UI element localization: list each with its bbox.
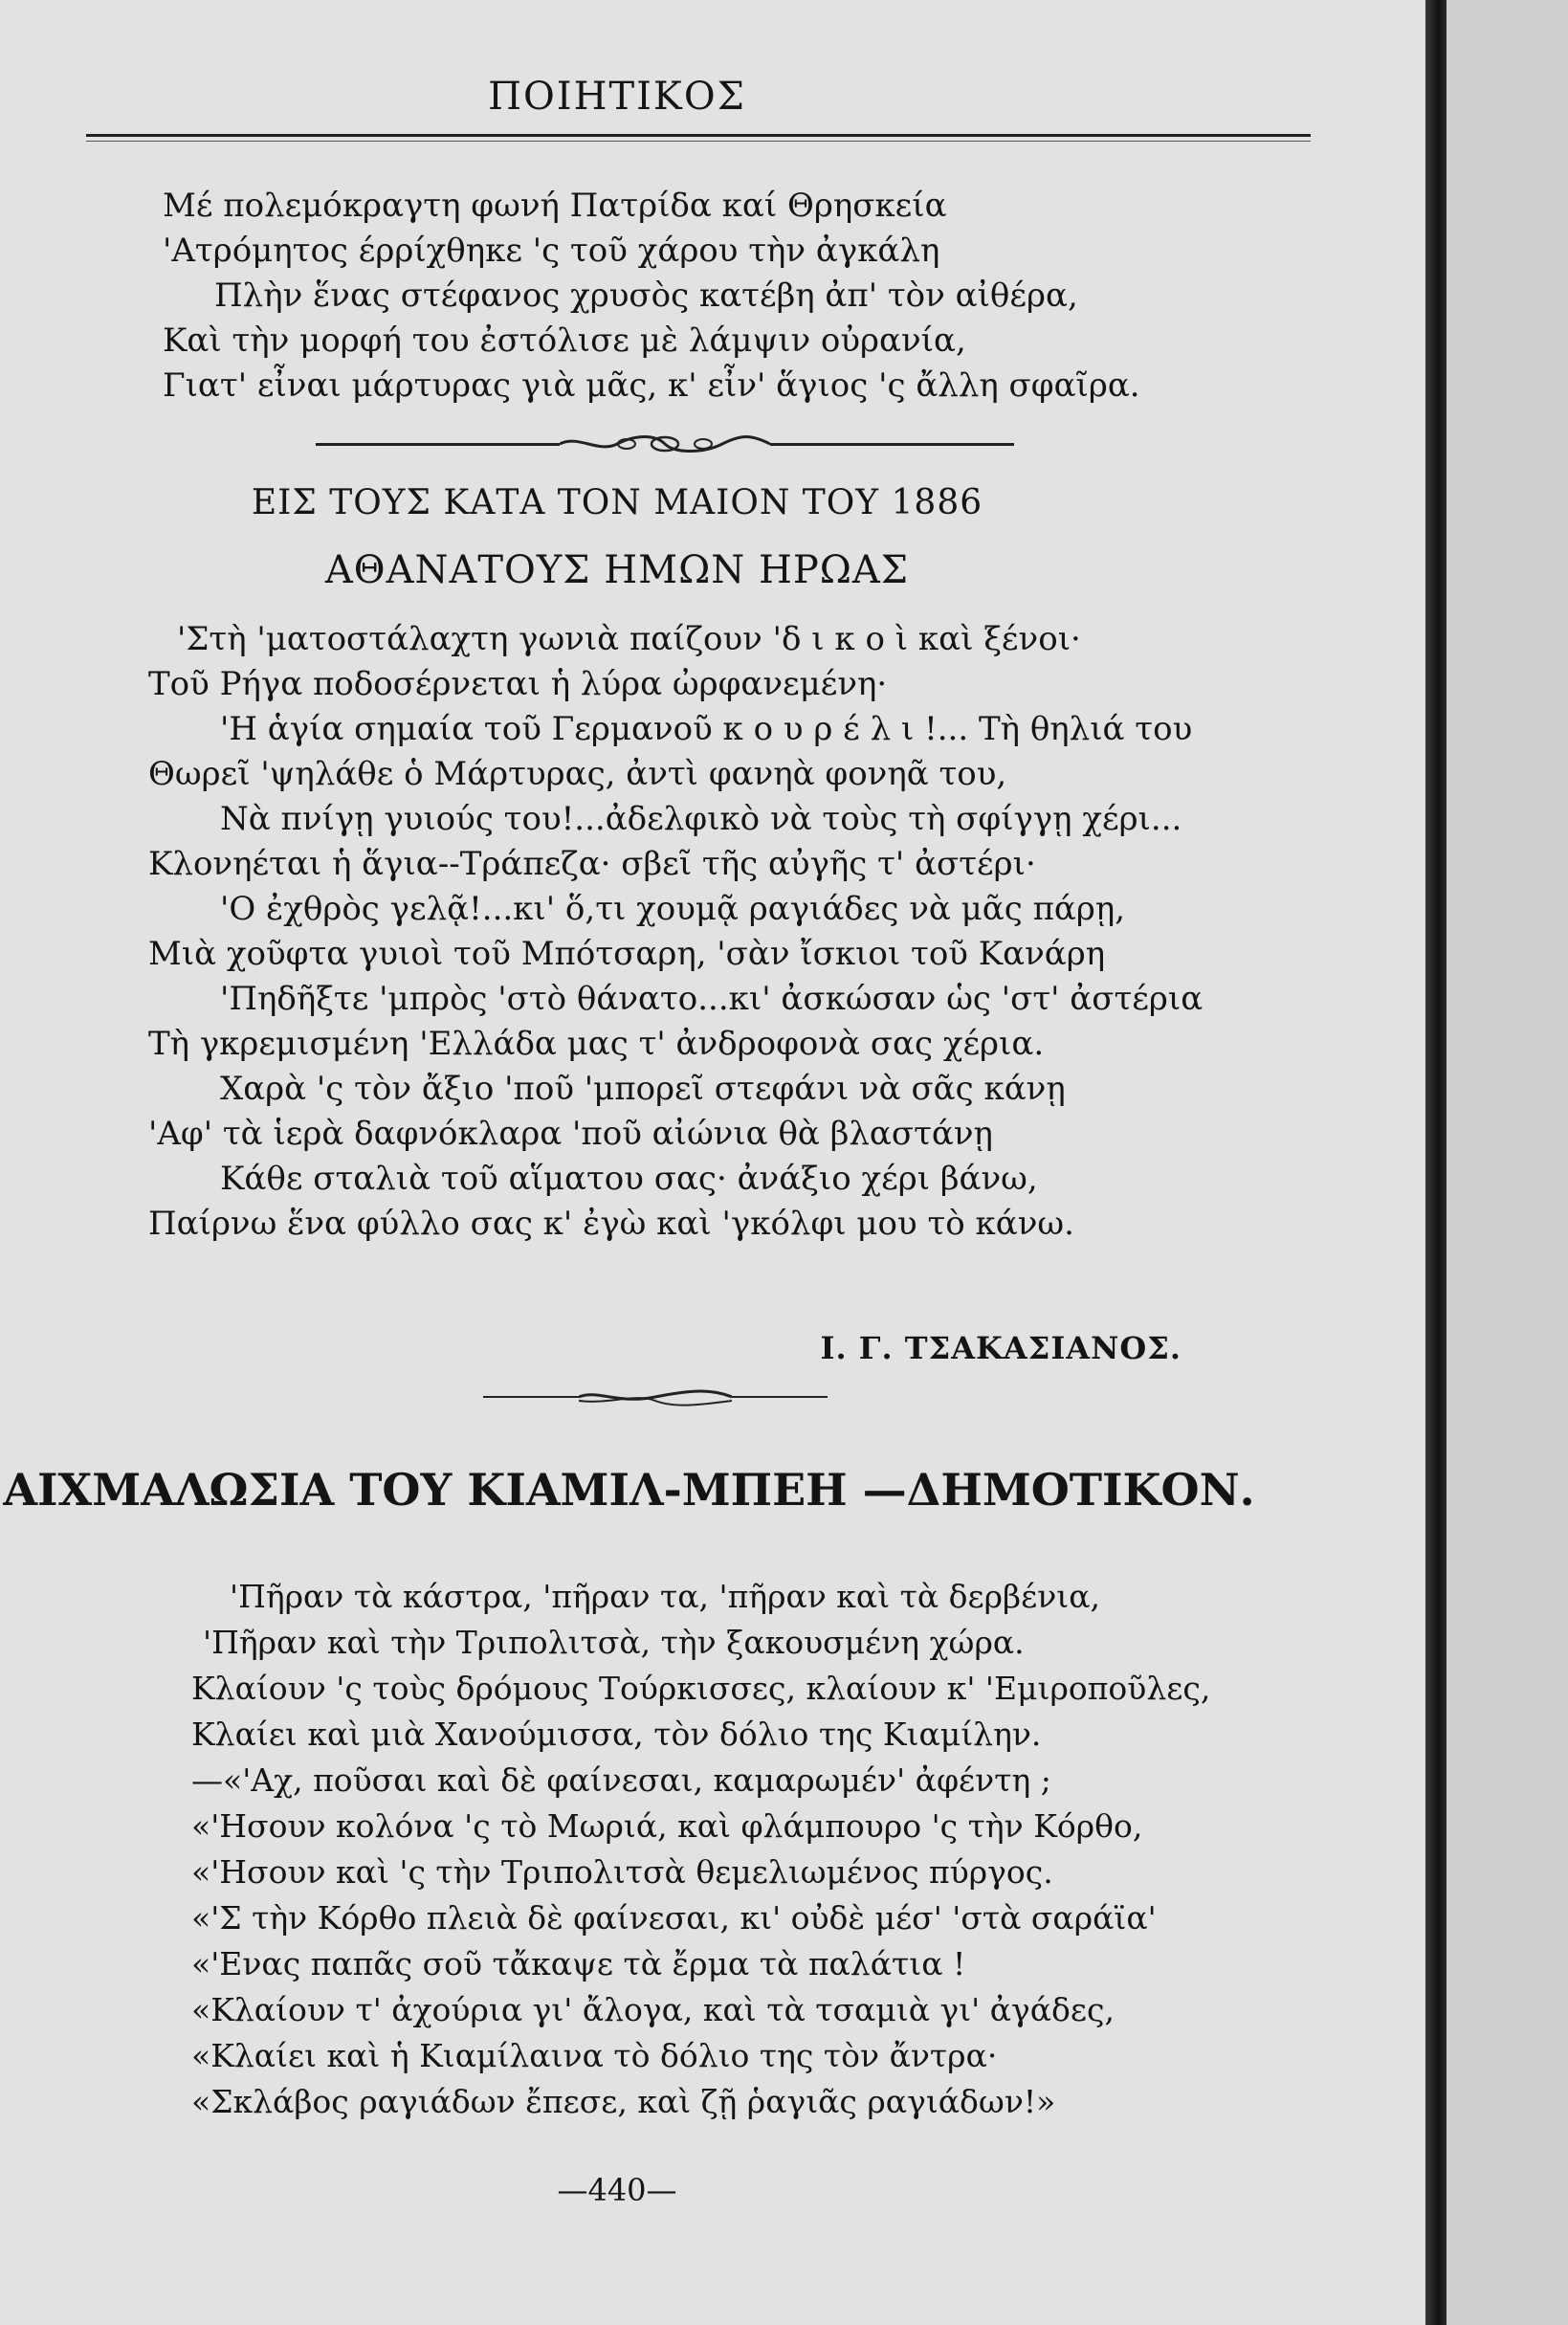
verse-line: Τὴ γκρεμισμένη 'Ελλάδα μας τ' ἀνδροφονὰ σας χέρια. [148, 1025, 1045, 1063]
book-gutter [1425, 0, 1447, 2325]
verse-line: Κλαίουν 'ς τοὺς δρόμους Τούρκισσες, κλαίουν κ' 'Εμιροποῦλες, [191, 1670, 1211, 1707]
verse-line: Κλονηέται ἡ ἅγια--Τράπεζα· σβεῖ τῆς αὐγῆς τ' ἀστέρι· [148, 845, 1036, 883]
ornament-divider-small [483, 1387, 828, 1406]
poem3-stanza [191, 1574, 1292, 2125]
verse-line: Κλαίει καὶ μιὰ Χανούμισσα, τὸν δόλιο της Κιαμίλην. [191, 1716, 1042, 1753]
verse-line: Μέ πολεμόκραγτη φωνή Πατρίδα καί Θρησκεία [163, 187, 947, 225]
header-rule [86, 134, 1311, 142]
flourish-icon [560, 434, 770, 454]
verse-line: 'Αφ' τὰ ἱερὰ δαφνόκλαρα 'ποῦ αἰώνια θὰ βλαστάνῃ [148, 1115, 993, 1153]
verse-line: Χαρὰ 'ς τὸν ἄξιο 'ποῦ 'μπορεῖ στεφάνι νὰ σᾶς κάνῃ [220, 1070, 1066, 1108]
verse-line: 'Ο ἐχθρὸς γελᾷ!...κι' ὅ,τι χουμᾷ ραγιάδες νὰ μᾶς πάρῃ, [220, 890, 1126, 928]
poem2-title-line2: ΑΘΑΝΑΤΟΥΣ ΗΜΩΝ ΗΡΩΑΣ [324, 548, 910, 592]
verse-line: Νὰ πνίγῃ γυιούς του!...ἀδελφικὸ νὰ τοὺς τὴ σφίγγῃ χέρι... [220, 800, 1182, 838]
poem3-title: ΑΙΧΜΑΛΩΣΙΑ ΤΟΥ ΚΙΑΜΙΛ-ΜΠΕΗ —ΔΗΜΟΤΙΚΟΝ. [3, 1464, 1255, 1516]
verse-line: Παίρνω ἕνα φύλλο σας κ' ἐγὼ καὶ 'γκόλφι μου τὸ κάνω. [148, 1205, 1074, 1243]
author-signature: Ι. Γ. ΤΣΑΚΑΣΙΑΝΟΣ. [820, 1330, 1182, 1366]
verse-line: 'Πῆραν καὶ τὴν Τριπολιτσὰ, τὴν ξακουσμένη χώρα. [203, 1624, 1025, 1661]
verse-line: «Κλαίει καὶ ἡ Κιαμίλαινα τὸ δόλιο της τὸν ἄντρα· [191, 2037, 998, 2074]
verse-line: Θωρεῖ 'ψηλάθε ὁ Μάρτυρας, ἀντὶ φανηὰ φονηᾶ του, [148, 755, 1007, 793]
verse-line: Κάθε σταλιὰ τοῦ αἵματου σας· ἀνάξιο χέρι βάνω, [220, 1160, 1038, 1198]
verse-line: —«'Αχ, ποῦσαι καὶ δὲ φαίνεσαι, καμαρωμέν' ἀφέντη ; [191, 1761, 1051, 1799]
verse-line: «'Ησουν καὶ 'ς τὴν Τριπολιτσὰ θεμελιωμένος πύργος. [191, 1853, 1053, 1891]
poem2-title-line1: ΕΙΣ ΤΟΥΣ ΚΑΤΑ ΤΟΝ ΜΑΙΟΝ ΤΟΥ 1886 [251, 483, 983, 522]
poem2-stanza [148, 617, 1277, 1247]
verse-line: «Σκλάβος ραγιάδων ἔπεσε, καὶ ζῇ ῥαγιᾶς ραγιάδων!» [191, 2083, 1056, 2120]
verse-line: Τοῦ Ρήγα ποδοσέρνεται ἡ λύρα ὠρφανεμένη· [148, 665, 888, 703]
verse-line: 'Πηδῆξτε 'μπρὸς 'στὸ θάνατο...κι' ἀσκώσαν ὡς 'στ' ἀστέρια [220, 980, 1204, 1018]
verse-line: 'Στὴ 'ματοστάλαχτη γωνιὰ παίζουν 'δ ι κ ο ὶ καὶ ξένοι· [177, 620, 1081, 658]
verse-line: Πλὴν ἕνας στέφανος χρυσὸς κατέβη ἀπ' τὸν αἰθέρα, [214, 277, 1078, 315]
verse-line: «'Σ τὴν Κόρθο πλειὰ δὲ φαίνεσαι, κι' οὐδὲ μέσ' 'στὰ σαράϊα' [191, 1899, 1157, 1937]
page-number: —440— [557, 2172, 677, 2208]
verse-line: 'Πῆραν τὰ κάστρα, 'πῆραν τα, 'πῆραν καὶ τὰ δερβένια, [230, 1578, 1100, 1615]
poem1-stanza [163, 184, 1263, 409]
verse-line: Γιατ' εἶναι μάρτυρας γιὰ μᾶς, κ' εἶν' ἅγιος 'ς ἄλλη σφαῖρα. [163, 366, 1140, 405]
verse-line: «'Ενας παπᾶς σοῦ τἄκαψε τὰ ἔρμα τὰ παλάτια ! [191, 1945, 966, 1982]
facing-page-edge [1447, 0, 1568, 2325]
verse-line: «'Ησουν κολόνα 'ς τὸ Μωριά, καὶ φλάμπουρο 'ς τὴν Κόρθο, [191, 1807, 1143, 1845]
running-head: ΠΟΙΗΤΙΚΟΣ [488, 75, 746, 119]
verse-line: Μιὰ χοῦφτα γυιοὶ τοῦ Μπότσαρη, 'σὰν ἴσκιοι τοῦ Κανάρη [148, 935, 1106, 973]
verse-line: 'Ατρόμητος έρρίχθηκε 'ς τοῦ χάρου τὴν ἀγκάλη [163, 232, 940, 270]
verse-line: «Κλαίουν τ' ἀχούρια γι' ἄλογα, καὶ τὰ τσαμιὰ γι' ἀγάδες, [191, 1991, 1115, 2028]
verse-line: Καὶ τὴν μορφή του ἐστόλισε μὲ λάμψιν οὐρανία, [163, 321, 966, 360]
flourish-icon [579, 1387, 732, 1406]
ornament-divider [316, 434, 1014, 454]
verse-line: 'Η ἁγία σημαία τοῦ Γερμανοῦ κ ο υ ρ έ λ ι !... Τὴ θηλιά του [220, 710, 1193, 748]
